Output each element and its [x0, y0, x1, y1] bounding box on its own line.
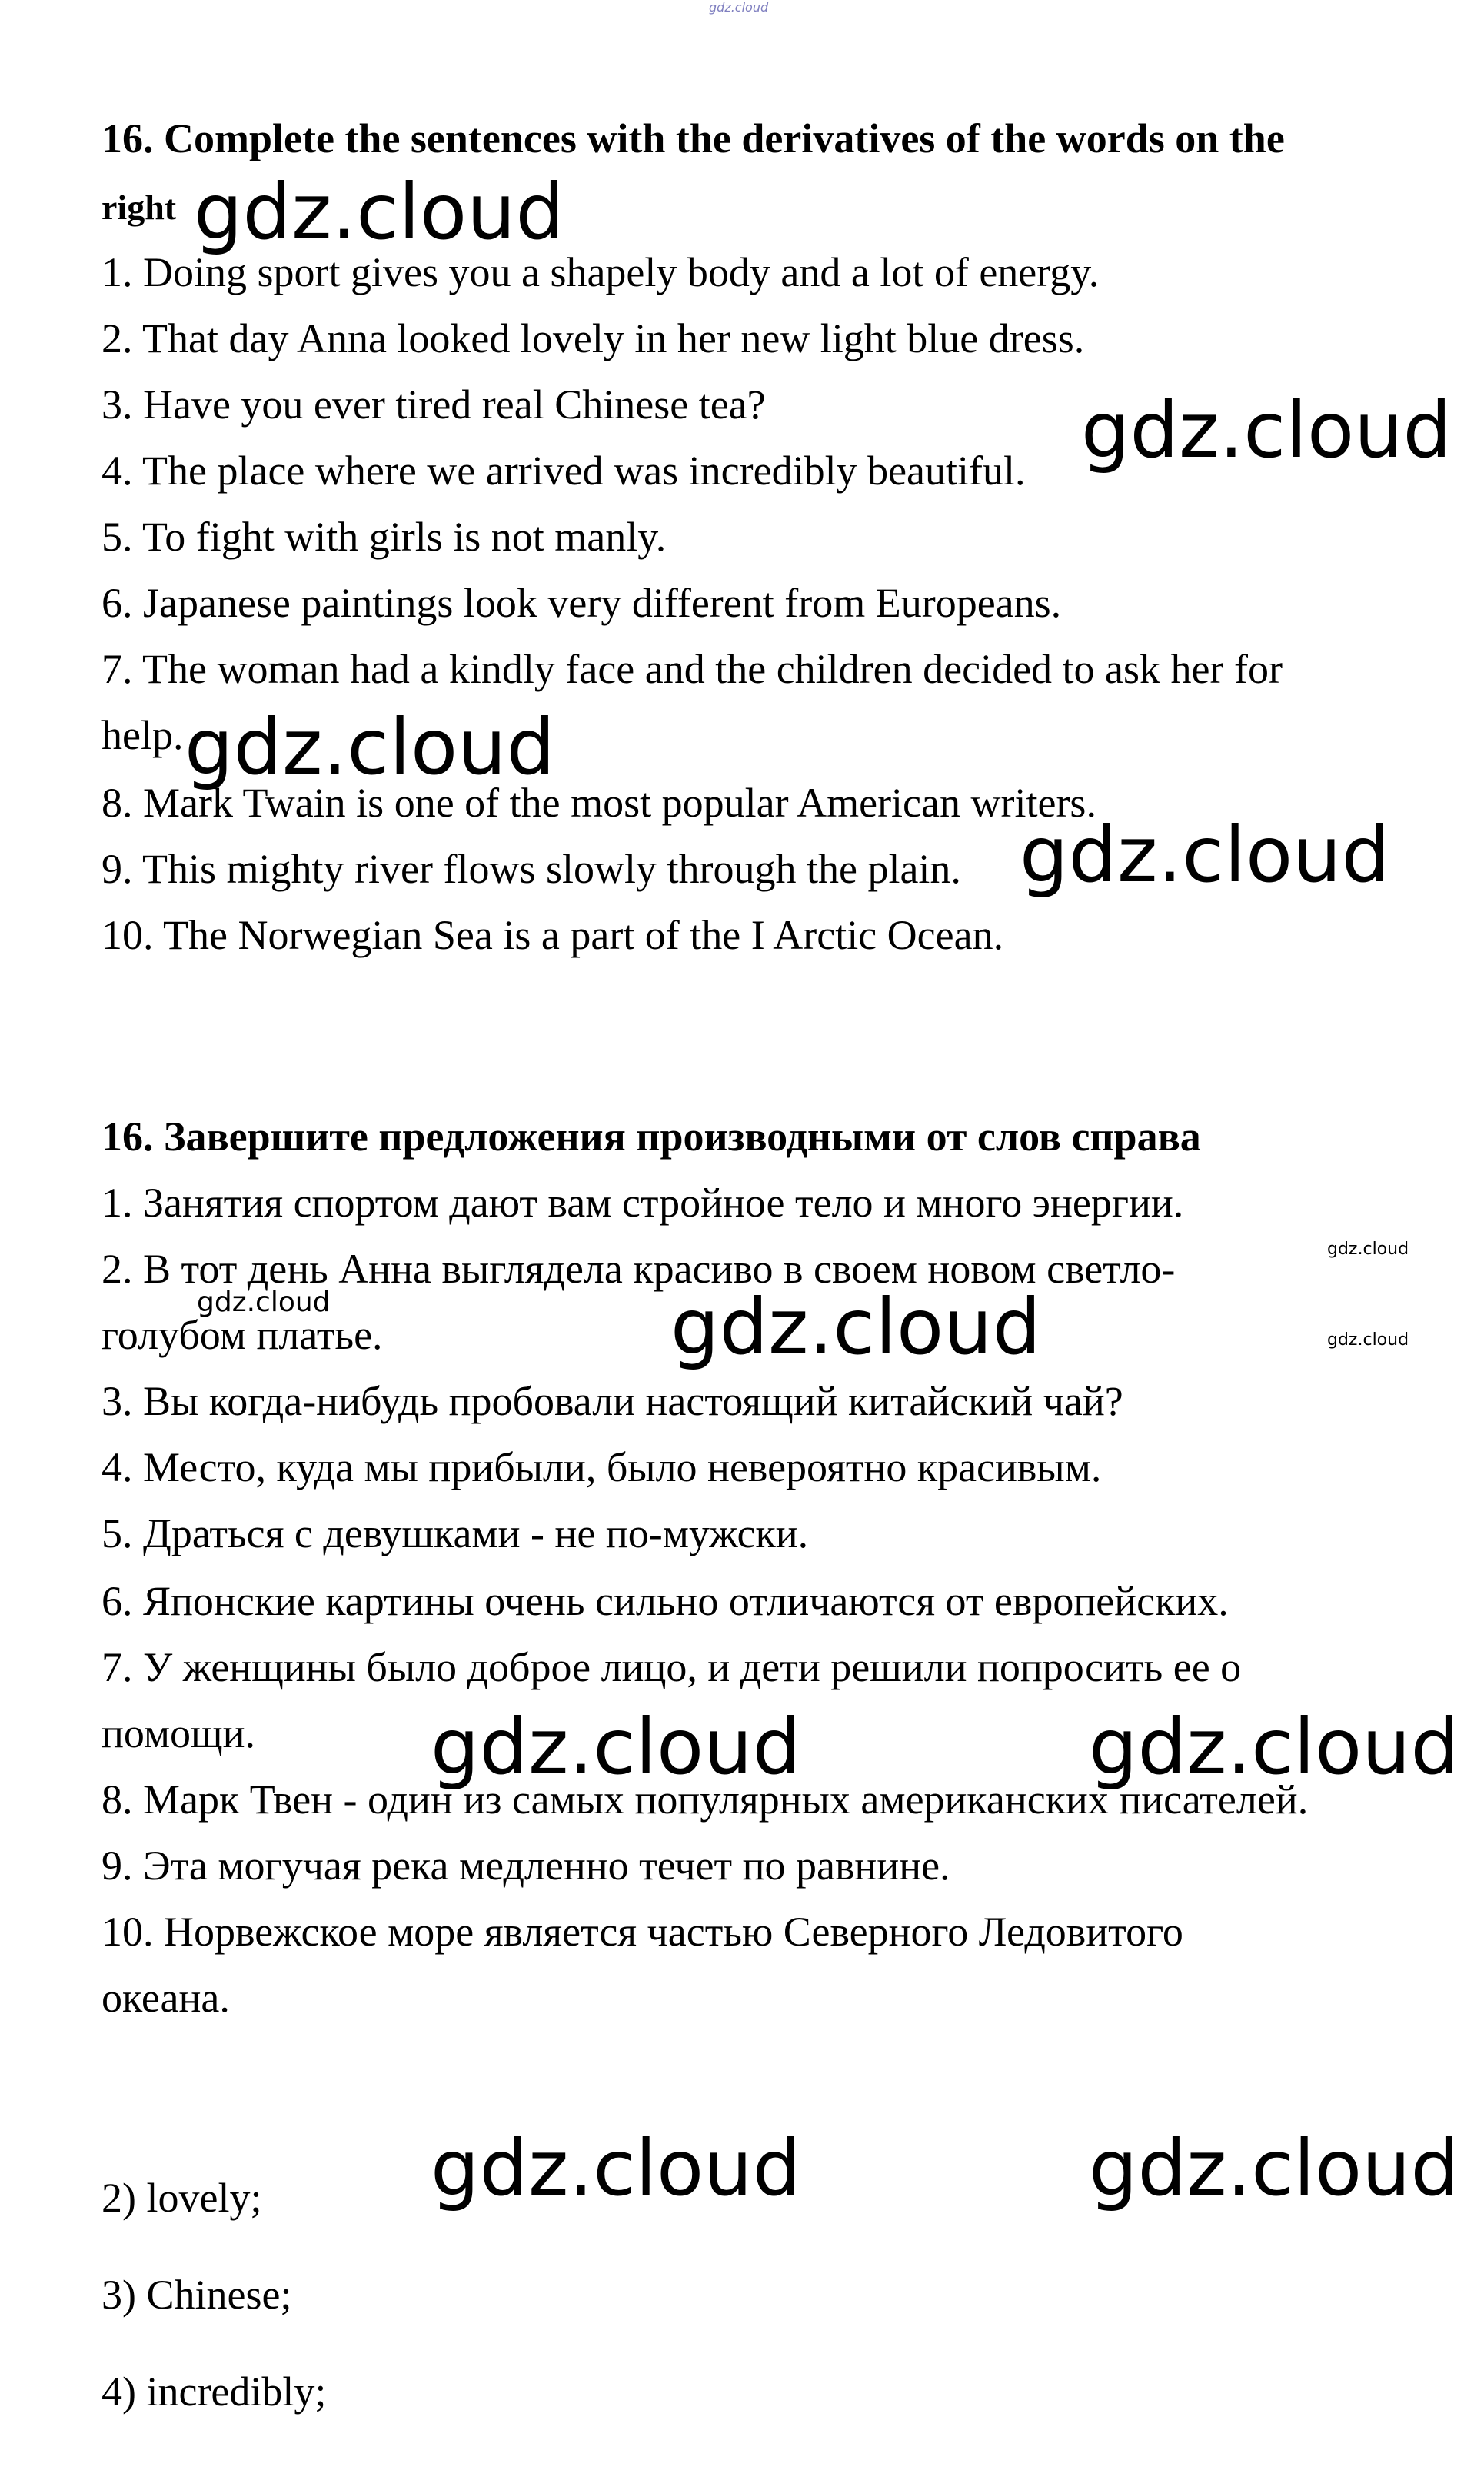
watermark-4: gdz.cloud: [1020, 810, 1391, 900]
watermark-2: gdz.cloud: [1081, 385, 1452, 475]
english-sentence-9: 9. This mighty river flows slowly through the plain.: [101, 846, 961, 892]
watermark-6: gdz.cloud: [431, 1702, 802, 1792]
english-sentence-8: 8. Mark Twain is one of the most popular American writers.: [101, 780, 1096, 826]
watermark-9: gdz.cloud: [1089, 2123, 1460, 2213]
english-sentence-7a: 7. The woman had a kindly face and the children decided to ask her for: [101, 646, 1283, 692]
russian-sentence-10b: океана.: [101, 1975, 230, 2021]
russian-sentence-10a: 10. Норвежское море является частью Северного Ледовитого: [101, 1909, 1183, 1955]
russian-sentence-9: 9. Эта могучая река медленно течет по равнине.: [101, 1843, 950, 1889]
watermark-small-2: gdz.cloud: [1327, 1330, 1409, 1350]
russian-sentence-6: 6. Японские картины очень сильно отличаются от европейских.: [101, 1578, 1229, 1624]
top-watermark: gdz.cloud: [709, 0, 769, 15]
russian-sentence-7b: помощи.: [101, 1710, 256, 1756]
watermark-3: gdz.cloud: [185, 702, 556, 792]
russian-sentence-1: 1. Занятия спортом дают вам стройное тело и много энергии.: [101, 1180, 1184, 1226]
russian-sentence-5: 5. Драться с девушками - не по-мужски.: [101, 1510, 809, 1556]
russian-sentence-2a: 2. В тот день Анна выглядела красиво в своем новом светло-: [101, 1246, 1176, 1292]
russian-sentence-7a: 7. У женщины было доброе лицо, и дети решили попросить ее о: [101, 1644, 1242, 1690]
english-sentence-3: 3. Have you ever tired real Chinese tea?: [101, 381, 766, 428]
watermark-medium: gdz.cloud: [197, 1287, 331, 1318]
english-sentence-1: 1. Doing sport gives you a shapely body and a lot of energy.: [101, 249, 1100, 295]
answer-2: 2) lovely;: [101, 2175, 262, 2221]
watermark-8: gdz.cloud: [431, 2123, 802, 2213]
english-sentence-5: 5. To fight with girls is not manly.: [101, 514, 667, 560]
watermark-7: gdz.cloud: [1089, 1702, 1460, 1792]
english-sentence-2: 2. That day Anna looked lovely in her new light blue dress.: [101, 315, 1085, 361]
watermark-small-1: gdz.cloud: [1327, 1240, 1409, 1259]
russian-sentence-8: 8. Марк Твен - один из самых популярных американских писателей.: [101, 1776, 1309, 1823]
watermark-1: gdz.cloud: [194, 167, 565, 257]
english-sentence-4: 4. The place where we arrived was incredibly beautiful.: [101, 448, 1026, 494]
russian-sentence-2b: голубом платье.: [101, 1312, 383, 1358]
english-sentence-6: 6. Japanese paintings look very different from Europeans.: [101, 580, 1062, 626]
answer-3: 3) Chinese;: [101, 2272, 292, 2318]
english-heading-line1: 16. Complete the sentences with the derivatives of the words on the: [101, 115, 1285, 161]
english-sentence-10: 10. The Norwegian Sea is a part of the I Arctic Ocean.: [101, 912, 1004, 958]
english-sentence-7b: help.: [101, 712, 184, 758]
answer-4: 4) incredibly;: [101, 2368, 327, 2415]
english-heading-line2: right: [101, 188, 177, 227]
russian-sentence-3: 3. Вы когда-нибудь пробовали настоящий китайский чай?: [101, 1378, 1123, 1424]
watermark-5: gdz.cloud: [670, 1282, 1042, 1372]
russian-heading: 16. Завершите предложения производными от слов справа: [101, 1114, 1201, 1160]
russian-sentence-4: 4. Место, куда мы прибыли, было невероятно красивым.: [101, 1444, 1102, 1490]
